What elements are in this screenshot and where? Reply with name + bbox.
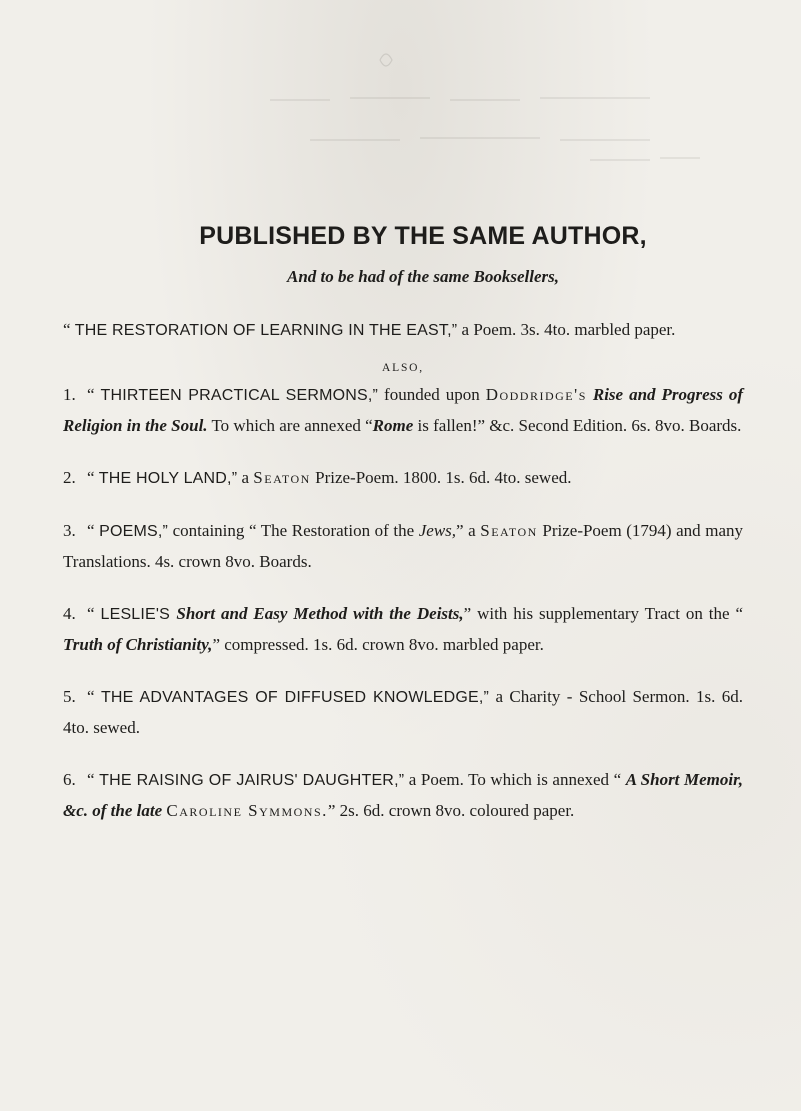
- item-title: THE RAISING OF JAIRUS' DAUGHTER,”: [99, 772, 405, 789]
- item-number: 4.: [63, 604, 76, 623]
- item-text: ” compressed. 1s. 6d. crown 8vo. marbled paper.: [212, 635, 544, 654]
- item-title: THE ADVANTAGES OF DIFFUSED KNOWLEDGE,”: [100, 689, 490, 706]
- show-through-bleed: [210, 40, 770, 180]
- open-quote: “: [87, 604, 101, 623]
- open-quote: “: [87, 687, 101, 706]
- list-item: [63, 516, 743, 577]
- item-text: Prize-Poem (1794) and many Translations. 4s. crown 8vo. Boards.: [63, 521, 744, 571]
- open-quote: “: [87, 770, 100, 789]
- list-item: [63, 463, 743, 494]
- item-text: containing “ The Restoration of the: [168, 521, 419, 540]
- page-title: PUBLISHED BY THE SAME AUTHOR,: [199, 222, 647, 250]
- item-title: THE HOLY LAND,”: [98, 470, 238, 487]
- intro-entry-title: THE RESTORATION OF LEARNING IN THE EAST,”: [74, 322, 458, 339]
- item-number: 3.: [63, 521, 76, 540]
- item-text: Prize-Poem. 1800. 1s. 6d. 4to. sewed.: [310, 468, 572, 487]
- open-quote: “: [87, 385, 101, 404]
- item-work-title: Rise and Progress of Religion in the Soul.: [63, 385, 744, 435]
- item-person: Caroline Symmons.: [166, 801, 328, 820]
- intro-entry-details: a Poem. 3s. 4to. marbled paper.: [457, 320, 676, 339]
- list-item: [63, 682, 743, 743]
- item-text: a Poem. To which is annexed “: [404, 770, 626, 789]
- item-text: ” a: [456, 521, 481, 540]
- open-quote: “: [63, 320, 71, 339]
- item-number: 5.: [63, 687, 76, 706]
- item-work-title: Truth of Christianity,: [63, 635, 213, 654]
- list-item: [63, 380, 743, 441]
- item-text: is fallen!” &c. Second Edition. 6s. 8vo. Boards.: [413, 416, 742, 435]
- item-prize: Seaton: [253, 468, 311, 487]
- item-work-title: Jews,: [418, 521, 457, 540]
- item-text: ” with his supplementary Tract on the “: [463, 604, 743, 623]
- item-text: a: [237, 468, 254, 487]
- item-number: 1.: [63, 385, 76, 404]
- intro-entry: [63, 315, 743, 346]
- content-area: [63, 222, 743, 826]
- item-title: LESLIE'S: [100, 606, 177, 623]
- item-text: To which are annexed “: [207, 416, 373, 435]
- also-heading: ALSO,: [382, 362, 424, 374]
- item-number: 6.: [63, 770, 76, 789]
- item-text: a Charity - School Sermon. 1s. 6d. 4to. sewed.: [63, 687, 744, 737]
- open-quote: “: [87, 468, 99, 487]
- item-text: founded upon: [378, 385, 486, 404]
- item-work-title: A Short Memoir, &c. of the late: [63, 770, 744, 820]
- list-item: [63, 765, 743, 826]
- item-text: ” 2s. 6d. crown 8vo. coloured paper.: [327, 801, 575, 820]
- item-quote: Rome: [372, 416, 414, 435]
- page-subtitle: And to be had of the same Booksellers,: [286, 267, 559, 286]
- item-prize: Seaton: [480, 521, 538, 540]
- item-author: Doddridge's: [485, 385, 587, 404]
- item-title: THIRTEEN PRACTICAL SERMONS,”: [100, 387, 379, 404]
- item-title: POEMS,”: [99, 523, 169, 540]
- open-quote: “: [87, 521, 100, 540]
- item-number: 2.: [63, 468, 76, 487]
- item-work-title: Short and Easy Method with the Deists,: [176, 604, 464, 623]
- list-item: [63, 599, 743, 660]
